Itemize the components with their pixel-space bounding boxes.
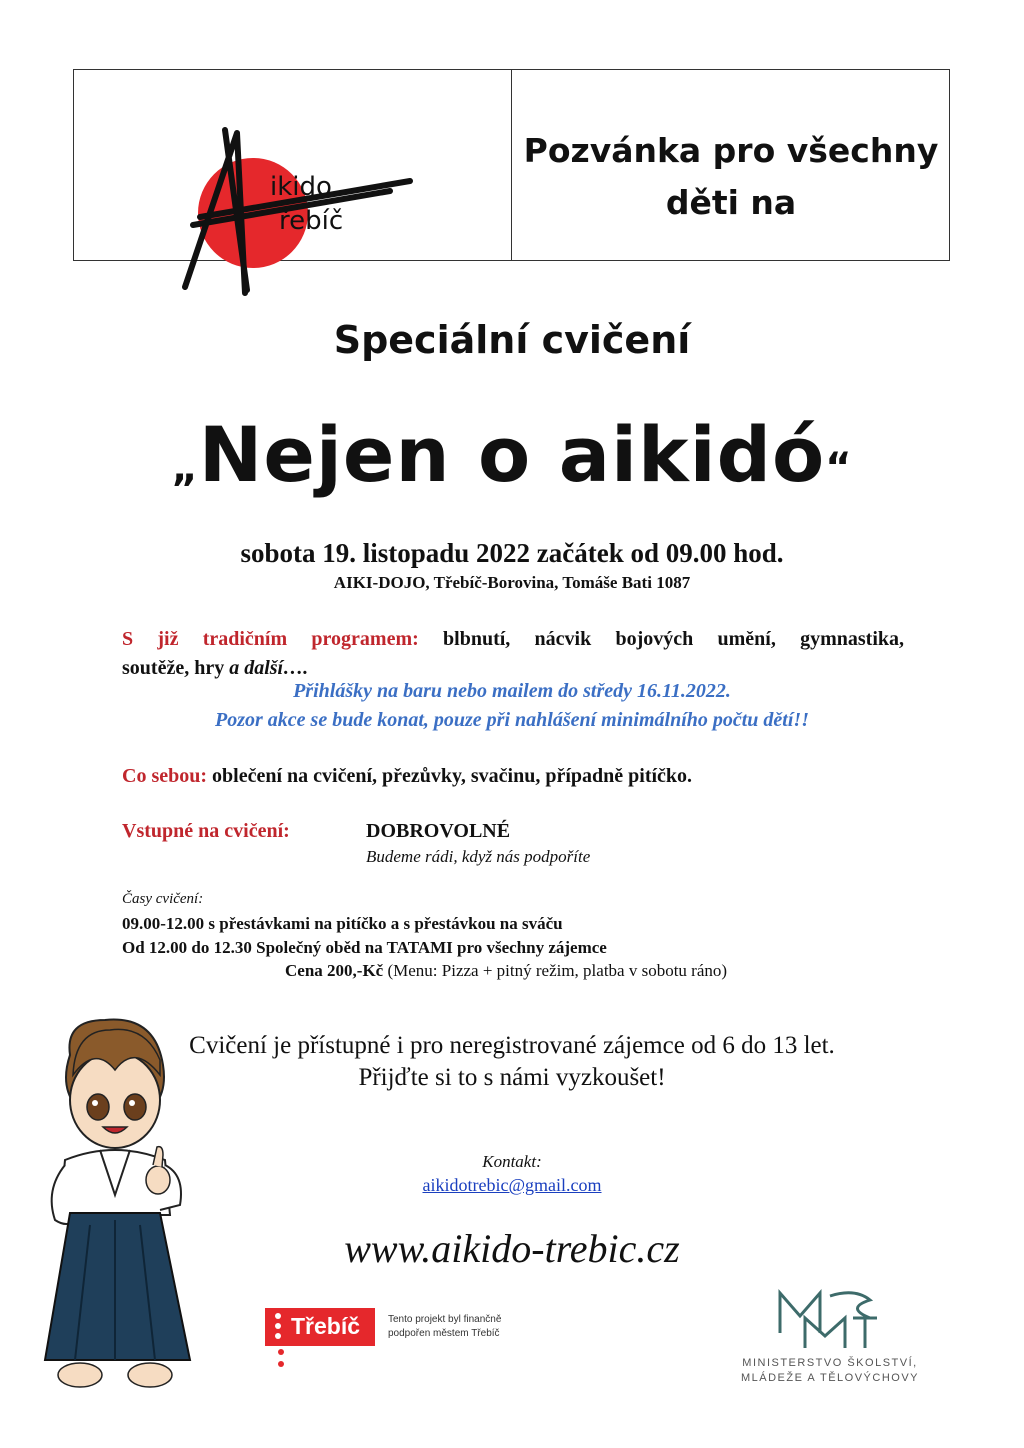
schedule-price-note: (Menu: Pizza + pitný režim, platba v sobotu ráno): [387, 961, 728, 980]
schedule-line-2: Od 12.00 do 12.30 Společný oběd na TATAMI pro všechny zájemce: [122, 938, 607, 957]
program-more: a další….: [229, 657, 309, 679]
funding-line-1: Tento projekt byl finančně: [388, 1314, 502, 1325]
bring-line: [122, 765, 692, 788]
contact-email-link[interactable]: aikidotrebic@gmail.com: [422, 1175, 602, 1195]
logo-text-ikido: ikido: [270, 172, 332, 202]
access-line-1: Cvičení je přístupné i pro neregistrované zájemce od 6 do 13 let.: [189, 1032, 835, 1059]
ministry-line-2: MLÁDEŽE A TĚLOVÝCHOVY: [740, 1372, 919, 1384]
fee-value: DOBROVOLNÉ: [366, 820, 511, 842]
place-line: AIKI-DOJO, Třebíč-Borovina, Tomáše Bati 1087: [333, 573, 691, 592]
ministry-name: [705, 1356, 955, 1386]
schedule-price: Cena 200,-Kč: [285, 961, 384, 980]
trebic-logo-drip-dots: [275, 1346, 287, 1372]
fee-label: Vstupné na cvičení:: [122, 820, 290, 842]
aikido-boy-illustration: [35, 1015, 200, 1405]
ministry-line-1: MINISTERSTVO ŠKOLSTVÍ,: [742, 1357, 918, 1369]
msmt-logo: [775, 1288, 885, 1354]
close-quote: “: [825, 445, 853, 491]
access-line-2: Přijďte si to s námi vyzkoušet!: [358, 1064, 666, 1091]
funding-note: [388, 1313, 501, 1341]
bring-label: Co sebou:: [122, 765, 208, 787]
date-line: sobota 19. listopadu 2022 začátek od 09.00 hod.: [240, 538, 784, 568]
schedule-price-line: [285, 961, 727, 981]
subtitle: Speciální cvičení: [333, 318, 691, 362]
invite-text: [513, 125, 949, 229]
program-paragraph: [122, 625, 904, 683]
program-label: S již tradičním programem:: [122, 628, 419, 650]
open-quote: „: [171, 445, 199, 491]
trebic-logo-text: Třebíč: [291, 1313, 361, 1339]
website[interactable]: www.aikido-trebic.cz: [344, 1226, 680, 1271]
schedule-line-1: 09.00-12.00 s přestávkami na pitíčko a s přestávkou na sváču: [122, 914, 563, 933]
logo-text-trebic: řebíč: [279, 206, 344, 236]
trebic-city-logo: [265, 1308, 375, 1346]
program-items-2: soutěže, hry: [122, 657, 225, 679]
funding-line-2: podpořen městem Třebíč: [388, 1328, 500, 1339]
program-items: blbnutí, nácvik bojových umění, gymnastika,: [443, 628, 904, 650]
invite-line-1: Pozvánka pro všechny: [523, 131, 939, 170]
aikido-trebic-logo: [175, 125, 420, 300]
schedule-heading: Časy cvičení:: [122, 891, 204, 907]
registration-note: Přihlášky na baru nebo mailem do středy 16.11.2022.: [293, 680, 731, 702]
invite-line-2: děti na: [665, 183, 797, 222]
fee-note: Budeme rádi, když nás podpoříte: [366, 847, 591, 866]
contact-label: Kontakt:: [482, 1152, 542, 1171]
bring-text: oblečení na cvičení, přezůvky, svačinu, případně pitíčko.: [212, 765, 693, 787]
header-divider: [511, 69, 512, 261]
main-title: [0, 410, 1024, 499]
minimum-warning: Pozor akce se bude konat, pouze při nahlášení minimálního počtu dětí!!: [215, 709, 809, 731]
title-text: Nejen o aikidó: [198, 410, 826, 499]
